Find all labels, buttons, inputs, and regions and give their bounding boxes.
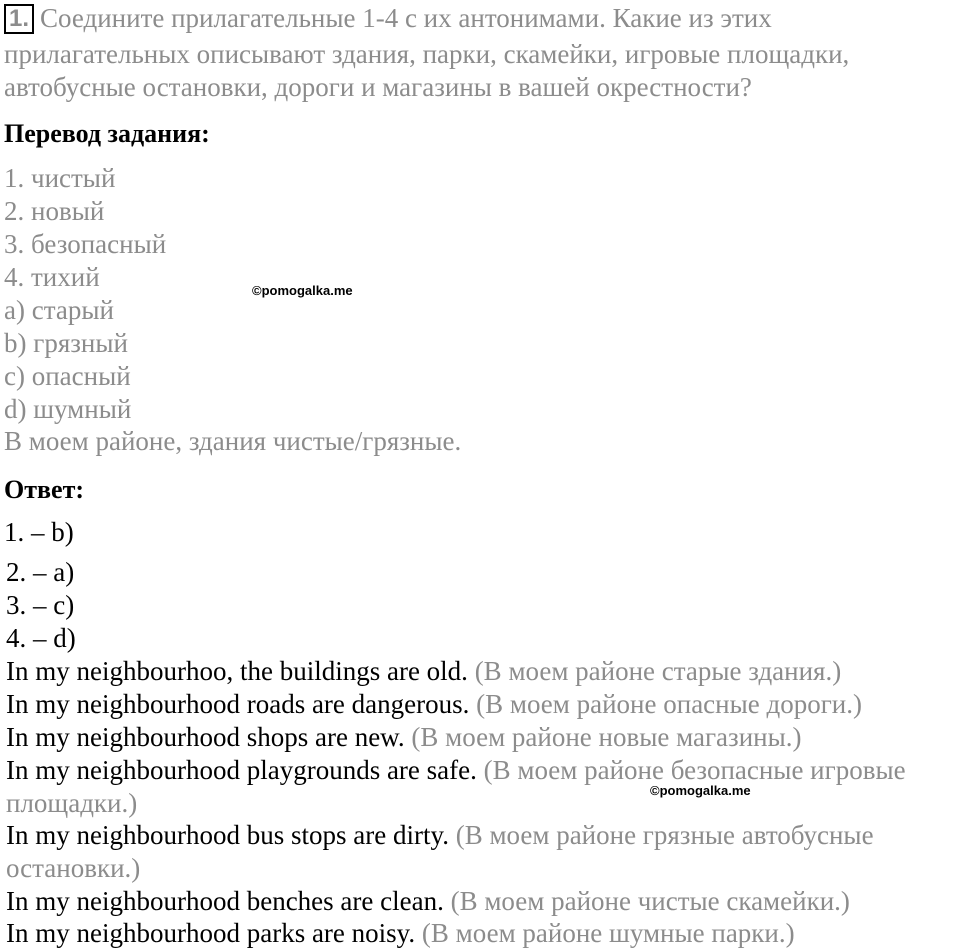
sentence-english: In my neighbourhood bus stops are dirty. <box>6 820 449 850</box>
translation-line-9: В моем районе, здания чистые/грязные. <box>4 426 462 456</box>
watermark: ©pomogalka.me <box>650 783 751 798</box>
answer-sentence-1 <box>6 655 841 688</box>
sentence-russian: (В моем районе опасные дороги.) <box>476 689 862 719</box>
answer-match-3: 3. – c) <box>6 590 75 620</box>
task-line-1 <box>4 2 772 35</box>
translation-line-2: 2. новый <box>4 196 105 226</box>
translation-line-7: c) опасный <box>4 361 131 391</box>
task-text-line-1: Соедините прилагательные 1-4 с их антонимами. Какие из этих <box>40 3 772 33</box>
sentence-english: In my neighbourhood shops are new. <box>6 722 405 752</box>
sentence-english: In my neighbourhood playgrounds are safe. <box>6 755 477 785</box>
translation-line-8: d) шумный <box>4 394 132 424</box>
translation-line-6: b) грязный <box>4 328 128 358</box>
translation-heading: Перевод задания: <box>4 119 210 148</box>
answer-sentence-4-continuation: площадки.) <box>6 788 138 818</box>
task-text-line-2: прилагательных описывают здания, парки, скамейки, игровые площадки, <box>4 39 850 69</box>
answer-sentence-2 <box>6 688 862 721</box>
answer-sentence-6 <box>6 885 850 918</box>
answer-sentence-7 <box>6 917 795 950</box>
translation-line-1: 1. чистый <box>4 163 116 193</box>
sentence-russian: (В моем районе безопасные игровые <box>483 755 906 785</box>
answer-sentence-5-continuation: остановки.) <box>6 853 141 883</box>
translation-line-4: 4. тихий <box>4 262 100 292</box>
sentence-russian: (В моем районе новые магазины.) <box>411 722 802 752</box>
sentence-english: In my neighbourhoo, the buildings are old. <box>6 656 468 686</box>
sentence-english: In my neighbourhood parks are noisy. <box>6 918 416 948</box>
sentence-english: In my neighbourhood benches are clean. <box>6 886 444 916</box>
sentence-russian: (В моем районе грязные автобусные <box>455 820 874 850</box>
task-number-box: 1. <box>4 4 34 34</box>
answer-sentence-4 <box>6 754 906 787</box>
answer-match-2: 2. – a) <box>6 557 75 587</box>
sentence-russian: (В моем районе старые здания.) <box>474 656 842 686</box>
answer-heading: Ответ: <box>4 475 85 504</box>
task-text-line-3: автобусные остановки, дороги и магазины в вашей окрестности? <box>4 72 752 102</box>
answer-sentence-5 <box>6 819 874 852</box>
answer-match-1: 1. – b) <box>4 517 74 547</box>
translation-line-3: 3. безопасный <box>4 229 167 259</box>
watermark: ©pomogalka.me <box>252 283 353 298</box>
sentence-russian: (В моем районе шумные парки.) <box>421 918 795 948</box>
sentence-russian: (В моем районе чистые скамейки.) <box>450 886 850 916</box>
answer-sentence-3 <box>6 721 802 754</box>
sentence-english: In my neighbourhood roads are dangerous. <box>6 689 470 719</box>
translation-line-5: a) старый <box>4 295 114 325</box>
answer-match-4: 4. – d) <box>6 623 76 653</box>
